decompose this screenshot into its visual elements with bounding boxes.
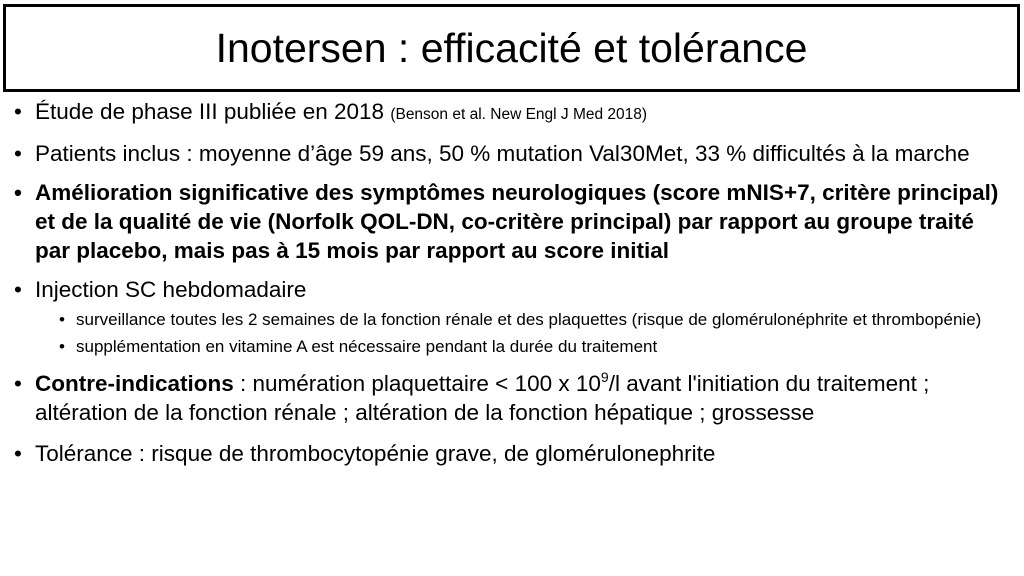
bullet-improvement — [14, 178, 1014, 265]
contraindications-text — [35, 369, 1014, 427]
injection-text: Injection SC hebdomadaire — [35, 277, 307, 302]
slide-content — [14, 97, 1014, 468]
bullet-text — [35, 97, 1014, 129]
bullet-dot: • — [14, 141, 22, 166]
bullet-dot: • — [14, 180, 22, 205]
bullet-injection — [14, 275, 1014, 304]
bullet-dot: • — [14, 371, 22, 396]
tolerance-text: Tolérance : risque de thrombocytopénie grave, de glomérulonephrite — [35, 441, 716, 466]
bullet-dot: • — [14, 99, 22, 124]
bullet-study — [14, 97, 1014, 129]
vitamin-text: supplémentation en vitamine A est nécessaire pendant la durée du traitement — [76, 337, 658, 356]
contraindications-label: Contre-indications — [35, 371, 234, 396]
improvement-text: Amélioration significative des symptômes neurologiques (score mNIS+7, critère principal) et de la qualité de vie (Norfolk QOL-DN, co-critère principal) par rapport au groupe traité par placebo, mais pas à 15 mois par rapport au score initial — [35, 180, 999, 263]
bullet-patients — [14, 139, 1014, 168]
patients-text: Patients inclus : moyenne d’âge 59 ans, 50 % mutation Val30Met, 33 % difficultés à la marche — [35, 141, 970, 166]
bullet-dot: • — [14, 441, 22, 466]
bullet-tolerance — [14, 439, 1014, 468]
sub-bullet-dot: • — [59, 310, 65, 329]
study-text: Étude de phase III publiée en 2018 — [35, 99, 385, 124]
study-reference: (Benson et al. New Engl J Med 2018) — [390, 106, 648, 123]
sub-bullet-vitamin — [59, 336, 1014, 358]
exponent: 9 — [600, 368, 609, 385]
contraindications-part1: : numération plaquettaire < 100 x 10 — [233, 371, 601, 396]
slide-title: Inotersen : efficacité et tolérance — [215, 24, 808, 71]
sub-bullet-dot: • — [59, 337, 65, 356]
monitoring-text: surveillance toutes les 2 semaines de la fonction rénale et des plaquettes (risque de glomérulonéphrite et thrombopénie) — [76, 310, 982, 329]
title-box — [3, 4, 1020, 92]
sub-bullet-monitoring — [59, 309, 1014, 331]
contraindications-part2: /l avant l'initiation du traitement ; altération de la fonction rénale ; altération de la fonction hépatique ; grossesse — [35, 371, 930, 425]
bullet-contraindications — [14, 369, 1014, 427]
bullet-dot: • — [14, 277, 22, 302]
